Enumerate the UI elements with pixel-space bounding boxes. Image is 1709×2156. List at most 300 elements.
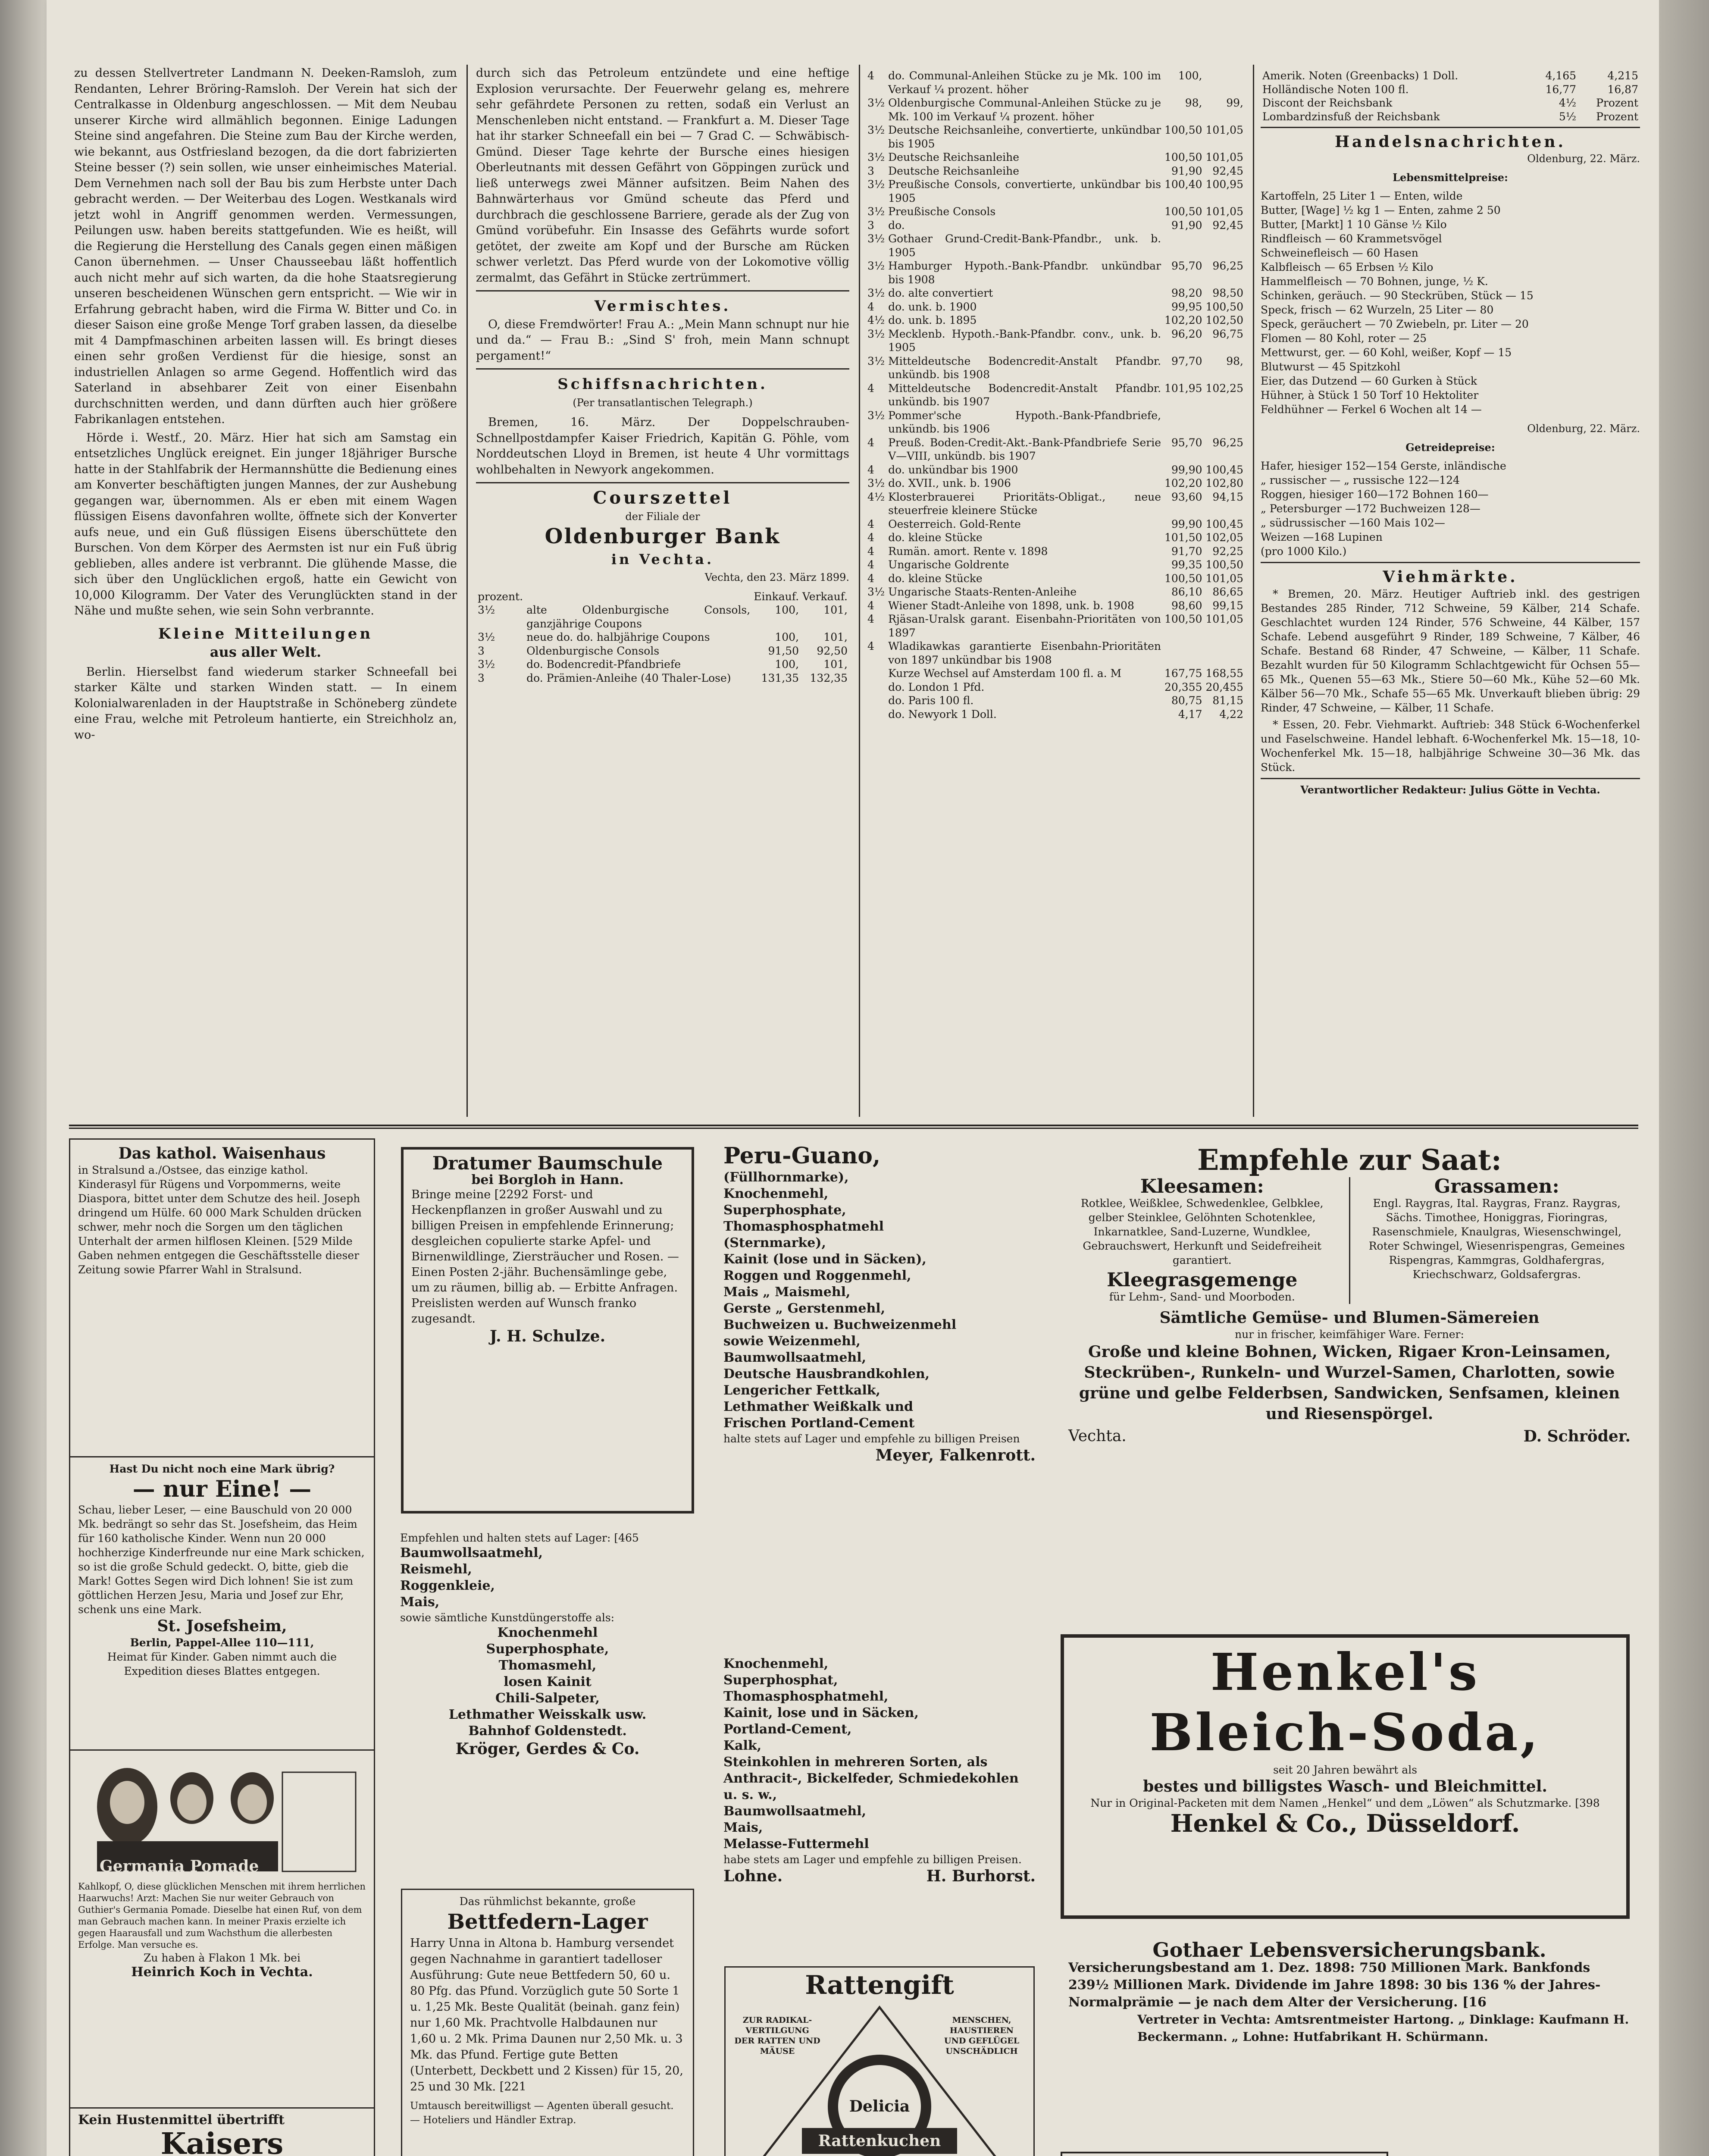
lebensmittel-price-line: Mettwurst, ger. — 60 Kohl, weißer, Kopf — 15 (1261, 346, 1512, 359)
sell-price-cell (1204, 232, 1245, 259)
security-row (866, 409, 1245, 436)
gotha-title: Gothaer Lebensversicherungsbank. (1152, 1938, 1546, 1962)
getreide-price-line: Roggen, hiesiger 160—172 Bohnen 160— (1261, 488, 1489, 501)
news-berlin-report: Berlin. Hierselbst fand wiederum starker Schneefall bei starker Kälte und starken Winden statt. — In einem Kolonialwarenladen in der Hauptstraße in Schöneberg zündete eine Frau, welche mit Petroleum hantierte, ein Streichholz an, wo- (74, 665, 457, 742)
josefsheim-title: St. Josefsheim, (157, 1617, 287, 1635)
buy-price-cell: 102,20 (1164, 314, 1202, 326)
buy-price-cell: 91,70 (1171, 545, 1202, 558)
kroeger-product-list (400, 1545, 695, 1611)
buy-price-cell: 101,95 (1164, 382, 1202, 395)
peru-product: Kainit (lose und in Säcken), (723, 1252, 926, 1267)
rate-cell: 4 (867, 517, 874, 530)
securities-table (866, 69, 1245, 721)
sell-price-cell: 100,50 (1205, 558, 1243, 571)
ad-bettfedern-lager (401, 1889, 694, 2156)
column-rule (1253, 65, 1254, 1117)
rate-cell: 3½ (867, 409, 885, 422)
column-rule (859, 65, 860, 1117)
security-row (866, 531, 1245, 545)
rate-cell (866, 667, 886, 680)
baumschule-text: Bringe meine [2292 Forst- und Heckenpflanzen in großer Auswahl und zu billigen Preisen in empfehlende Erinnerung; desgleichen copulierte starke Apfel- und Birnenwildlinge, Ziersträucher und Rosen. — Einen Posten 2-jähr. Buchensämlinge gebe, um zu räumen, billig ab. — Erbitte Anfragen. Preislisten werden auf Wunsch franko zugesandt. (411, 1188, 679, 1326)
burhorst-product: Knochenmehl, (723, 1656, 829, 1671)
news-explosion-report: durch sich das Petroleum entzündete und eine heftige Explosion verursachte. Der Feuerwehr gelang es, mehrere sehr gefährdete Personen zu retten, sodaß ein Verlust an Menschenleben nicht entstand. — Frankfurt a. M. Dieser Tage hat ihr starker Schneefall ein bei — 7 Grad C. — Schwäbisch-Gmünd. Dieser Tage kehrte der Bursche eines hiesigen Oberleutnants mit dessen Gefährt von Göppingen zurück und ließ unterwegs zwei Männer aufsitzen. Beim Nahen des Bahnwärterhaus vor Gmünd scheute das Pferd und durchbrach die geschlossene Barriere, gerade als der Zug von Gmünd vorübefuhr. Ein Insasse des Gefährts wurde sofort getötet, der zweite am Kopf und der Bursche am Rücken schwer verletzt. Das Pferd wurde von der Lokomotive völlig zermalmt, das Gefährt in Stücke zertrümmert. (476, 66, 849, 285)
buy-price-cell: 100, (775, 631, 799, 643)
note-name-cell: Discont der Reichsbank (1262, 97, 1393, 109)
rate-cell: 3½ (867, 260, 885, 272)
rate-cell: 3 (867, 164, 874, 177)
lebensmittel-price-line: Schweinefleisch — 60 Hasen (1261, 247, 1418, 259)
saat-place: Vechta. (1068, 1427, 1127, 1445)
buy-price-cell: 99,95 (1171, 300, 1202, 313)
buy-price-cell: 80,75 (1171, 694, 1202, 707)
security-name-cell: do. London 1 Pfd. (888, 680, 985, 693)
note-name-cell: Amerik. Noten (Greenbacks) 1 Doll. (1262, 69, 1459, 82)
rate-cell: 3½ (478, 658, 495, 671)
security-row (866, 259, 1245, 286)
trade-column (1261, 69, 1640, 1117)
security-row (866, 286, 1245, 300)
lebensmittel-price-line: Speck, frisch — 62 Wurzeln, 25 Liter — 80 (1261, 304, 1494, 316)
divider (1261, 127, 1640, 128)
lebensmittel-list (1261, 189, 1640, 417)
sell-price-cell: 81,15 (1212, 694, 1243, 707)
kurszettel-row (476, 630, 849, 644)
ad-henkel-bleich-soda (1061, 1634, 1630, 1919)
security-row (866, 300, 1245, 314)
peru-product: Gerste „ Gerstenmehl, (723, 1301, 886, 1316)
peru-product: sowie Weizenmehl, (723, 1334, 861, 1349)
gemuese-title: Sämtliche Gemüse- und Blumen-Sämereien (1159, 1309, 1540, 1327)
kurszettel-row (476, 671, 849, 685)
henkel-title: Henkel's (1210, 1642, 1480, 1702)
sell-price-cell: 94,15 (1212, 490, 1243, 503)
security-name-cell: Deutsche Reichsanleihe, convertierte, unkündbar bis 1905 (888, 124, 1161, 150)
peru-product: Lethmather Weißkalk und (723, 1399, 914, 1414)
rate-cell: 4 (867, 640, 874, 652)
rate-cell: 4½ (867, 490, 885, 503)
sell-price-cell (1204, 639, 1245, 667)
lebensmittel-price-line: Blutwurst — 45 Spitzkohl (1261, 360, 1401, 373)
peru-product: Mais „ Maismehl, (723, 1285, 851, 1300)
bett-intro: Das rühmlichst bekannte, große (459, 1895, 636, 1908)
security-row (866, 639, 1245, 667)
burhorst-product: Kainit, lose und in Säcken, (723, 1705, 919, 1720)
kurszettel-row (476, 658, 849, 671)
sell-price-cell (1204, 69, 1245, 96)
getreide-list (1261, 459, 1640, 558)
finance-column (866, 69, 1245, 1117)
lebensmittel-price-line: Hammelfleisch — 70 Bohnen, junge, ½ K. (1261, 275, 1488, 288)
lebensmittel-price-line: Kalbfleisch — 65 Erbsen ½ Kilo (1261, 261, 1434, 273)
ad-dratumer-baumschule (401, 1147, 694, 1514)
news-hoerde-report: Hörde i. Westf., 20. März. Hier hat sich am Samstag ein entsetzliches Unglück ereignet. Ein junger 18jähriger Bursche hatte in der Stahlfabrik der Hermannshütte die Bedienung eines am Konverter beschäftigten jungen Mannes, der zur Aushebung gegangen war, übernommen. Als er eben mit einem Wagen flüssigen Eisens davonfahren wollte, öffnete sich der Konverter aufs neue, und ein Guß flüssigen Eisens überschüttete den Burschen. Von dem Körper des Aermsten ist nur ein Fuß übrig geblieben, alles andere ist verbrannt. Die glühende Masse, die sich über den Unglücklichen ergoß, hatte ein Gewicht von 10,000 Kilogramm. Der Vater des Verunglückten stand in der Nähe und mußte sehen, wie sein Sohn verbrannte. (74, 431, 457, 617)
security-row (866, 123, 1245, 150)
burhorst-product: Thomasphosphatmehl, (723, 1689, 889, 1704)
sell-price-cell: Prozent (1596, 110, 1638, 123)
rate-cell: 3½ (867, 477, 885, 489)
kroeger-product: Roggenkleie, (400, 1578, 495, 1593)
kroeger-intro: Empfehlen und halten stets auf Lager: [465 (400, 1532, 639, 1544)
lebensmittel-price-line: Schinken, geräuch. — 90 Steckrüben, Stück — 15 (1261, 289, 1534, 302)
binding-edge-left (0, 0, 47, 2156)
sell-price-cell: 102,05 (1205, 531, 1243, 544)
peru-product: Lengericher Fettkalk, (723, 1383, 880, 1398)
ad-josefsheim (69, 1457, 375, 1751)
rate-cell: 4½ (867, 314, 885, 326)
security-name-cell: Pommer'sche Hypoth.-Bank-Pfandbriefe, unkündb. bis 1906 (888, 409, 1161, 435)
lebensmittel-price-line: Hühner, à Stück 1 50 Torf 10 Hektoliter (1261, 389, 1479, 401)
security-name-cell: do. Newyork 1 Doll. (888, 708, 997, 721)
buy-price-cell: 97,70 (1171, 354, 1202, 367)
getreide-title: Getreidepreise: (1405, 441, 1495, 454)
ad-saat-schroeder (1061, 1138, 1638, 1617)
security-name-cell: Ungarische Staats-Renten-Anleihe (888, 586, 1077, 598)
note-name-cell: Holländische Noten 100 fl. (1262, 83, 1409, 96)
security-name-cell: Mitteldeutsche Bodencredit-Anstalt Pfandbr. unkündb. bis 1907 (888, 382, 1161, 408)
section-schiffsnachrichten: Schiffsnachrichten. (557, 376, 768, 393)
peru-product: Superphosphate, (723, 1203, 846, 1218)
security-name-cell: do. Bodencredit-Pfandbriefe (526, 658, 681, 671)
sell-price-cell: 101,05 (1205, 124, 1243, 136)
kurszettel-subtitle: der Filiale der (625, 510, 700, 523)
ratten-right-text: MENSCHEN, HAUSTIEREN UND GEFLÜGEL UNSCHÄDLICH (944, 2015, 1020, 2056)
kurszettel-date: Vechta, den 23. März 1899. (704, 571, 849, 583)
security-name-cell: do. kleine Stücke (888, 572, 983, 585)
rate-cell: 3½ (867, 205, 885, 218)
kurszettel-bank-name: Oldenburger Bank (545, 524, 781, 548)
sell-price-cell: 86,65 (1212, 586, 1243, 598)
ratten-brand: Delicia (849, 2097, 910, 2115)
grassamen-list: Engl. Raygras, Ital. Raygras, Franz. Raygras, Sächs. Timothee, Honiggras, Fioringras, Rasenschmiele, Knaulgras, Wiesenschwingel, Roter Schwingel, Wiesenrispengras, Gemeines Rispengras, Kammgras, Goldhafergras, Kriechschwarz, Goldsafergras. (1368, 1197, 1625, 1281)
ad-burhorst (716, 1651, 1043, 1953)
saat-seller: D. Schröder. (1523, 1427, 1631, 1445)
kroeger-fertilizer: losen Kainit (504, 1674, 592, 1689)
peru-product: Roggen und Roggenmehl, (723, 1268, 911, 1283)
security-row (866, 667, 1245, 680)
rate-cell: 3½ (867, 151, 885, 163)
rate-cell: 3½ (867, 287, 885, 299)
schiff-text: Bremen, 16. März. Der Doppelschrauben-Schnellpostdampfer Kaiser Friedrich, Kapitän G. Pöhle, vom Norddeutschen Lloyd in Bremen, ist heute 4 Uhr vormittags wohlbehalten in Newyork angekommen. (476, 416, 849, 476)
security-row (866, 680, 1245, 694)
section-handelsnachrichten: Handelsnachrichten. (1334, 133, 1566, 151)
rate-cell: 4 (867, 436, 874, 449)
buy-price-cell: 20,355 (1164, 680, 1202, 693)
saat-title: Empfehle zur Saat: (1197, 1143, 1502, 1177)
kroeger-product: Reismehl, (400, 1562, 472, 1577)
buy-price-cell: 100,50 (1164, 613, 1202, 625)
security-row (866, 545, 1245, 558)
mark-text: Schau, lieber Leser, — eine Bauschuld von 20 000 Mk. bedrängt so sehr das St. Josefsheim, das Heim für 160 katholische Kinder. Wenn nun 20 000 hochherzige Kinderfreunde nur eine Mark schicken, so ist die große Schuld gedeckt. O, bitte, gieb die Mark! Gottes Segen wird Dich lohnen! Sie ist zum göttlichen Herzen Jesu, Maria und Josef zur Ehr, schenk uns eine Mark. (78, 1504, 365, 1616)
security-row (866, 708, 1245, 721)
kroeger-mid: sowie sämtliche Kunstdüngerstoffe als: (400, 1611, 615, 1624)
bett-footer: Umtausch bereitwilligst — Agenten überall gesucht. — Hoteliers und Händler Extrap. (410, 2100, 674, 2126)
kroeger-fertilizer: Thomasmehl, (498, 1658, 597, 1673)
security-row (866, 382, 1245, 409)
peru-title: Peru-Guano, (723, 1143, 881, 1169)
security-name-cell: do. kleine Stücke (888, 531, 983, 544)
security-name-cell: Ungarische Goldrente (888, 558, 1009, 571)
buy-price-cell: 100,50 (1164, 572, 1202, 585)
security-row (866, 612, 1245, 639)
security-name-cell: do. unkündbar bis 1900 (888, 463, 1018, 476)
security-row (866, 205, 1245, 219)
rate-cell: 3½ (867, 97, 885, 109)
lebensmittel-title: Lebensmittelpreise: (1393, 171, 1508, 184)
sell-price-cell: 101, (823, 631, 848, 643)
rate-cell: 4 (867, 463, 874, 476)
buy-price-cell: 100,50 (1164, 151, 1202, 163)
section-vermischtes: Vermischtes. (594, 298, 731, 315)
security-name-cell: Wiener Stadt-Anleihe von 1898, unk. b. 1908 (888, 599, 1134, 612)
peru-product-list (723, 1169, 1036, 1432)
kurszettel-place: in Vechta. (611, 551, 714, 567)
sell-price-cell: 101, (823, 658, 848, 671)
buy-price-cell: 4,165 (1545, 69, 1577, 82)
lebensmittel-price-line: Feldhühner — Ferkel 6 Wochen alt 14 — (1261, 403, 1482, 416)
burhorst-product: Superphosphat, (723, 1673, 838, 1688)
gemuese-list: Große und kleine Bohnen, Wicken, Rigaer Kron-Leinsamen, Steckrüben-, Runkeln- und Wurzel-Samen, Charlotten, sowie grüne und gelbe Felderbsen, Sandwicken, Senfsamen, kleinen und Riesenspörgel. (1079, 1343, 1620, 1423)
security-name-cell: Mecklenb. Hypoth.-Bank-Pfandbr. conv., unk. b. 1905 (888, 327, 1161, 354)
security-name-cell: Mitteldeutsche Bodencredit-Anstalt Pfandbr. unkündb. bis 1908 (888, 354, 1161, 381)
grassamen-title: Grassamen: (1434, 1175, 1559, 1197)
rate-cell: 3½ (867, 178, 885, 191)
security-name-cell: do. unk. b. 1900 (888, 300, 977, 313)
buy-price-cell: 93,60 (1171, 490, 1202, 503)
josefsheim-address: Berlin, Pappel-Allee 110—111, (130, 1636, 314, 1649)
buy-price-cell: 100, (775, 658, 799, 671)
buy-price-cell: 96,20 (1171, 327, 1202, 340)
lebensmittel-price-line: Butter, [Wage] ½ kg 1 — Enten, zahme 2 50 (1261, 204, 1501, 216)
buy-price-cell: 99,35 (1171, 558, 1202, 571)
sell-price-cell: 20,455 (1205, 680, 1243, 693)
buy-price-cell: 98, (1185, 97, 1202, 109)
sell-price-cell: 100,45 (1205, 517, 1243, 530)
getreide-price-line: Hafer, hiesiger 152—154 Gerste, inländische (1261, 460, 1506, 472)
buy-price-cell: 86,10 (1171, 586, 1202, 598)
buy-price-cell (1163, 409, 1204, 436)
security-name-cell: do. alte convertiert (888, 287, 993, 299)
kurszettel-header-row (476, 590, 849, 604)
banknote-row (1261, 110, 1640, 124)
lebensmittel-price-line: Flomen — 80 Kohl, roter — 25 (1261, 332, 1427, 345)
bett-text: Harry Unna in Altona b. Hamburg versendet gegen Nachnahme in garantiert tadelloser Ausführung: Gute neue Bettfedern 50, 60 u. 80 Pfg. das Pfund. Vorzüglich gute 50 Sorte 1 u. 1,25 Mk. Beste Qualität (beinah. ganz fein) nur 1,60 Mk. Prachtvolle Halbdaunen nur 1,60 u. 2 Mk. Prima Daunen nur 2,50 Mk. u. 3 Mk. das Pfund. Fertige gute Betten (Unterbett, Deckbett und 2 Kissen) für 15, 20, 25 und 30 Mk. [221 (410, 1937, 683, 2093)
banknote-row (1261, 96, 1640, 110)
sell-price-cell: 101,05 (1205, 613, 1243, 625)
burhorst-product: Baumwollsaatmehl, (723, 1804, 867, 1819)
header-sell: Verkauf. (802, 590, 848, 603)
sell-price-cell: 102,80 (1205, 477, 1243, 489)
divider (476, 368, 849, 370)
security-name-cell: alte Oldenburgische Consols, ganzjährige Coupons (526, 604, 751, 630)
buy-price-cell: 16,77 (1545, 83, 1577, 96)
burhorst-product: Melasse-Futtermehl (723, 1836, 869, 1852)
getreide-price-line: „ südrussischer —160 Mais 102— (1261, 517, 1445, 529)
security-name-cell: Preuß. Boden-Credit-Akt.-Bank-Pfandbriefe Serie V—VIII, unkündb. bis 1907 (888, 436, 1161, 462)
rate-cell: 4 (867, 300, 874, 313)
rate-cell: 4 (867, 599, 874, 612)
sell-price-cell: Prozent (1596, 97, 1638, 109)
security-row (866, 69, 1245, 96)
security-row (866, 436, 1245, 463)
security-name-cell: do. XVII., unk. b. 1906 (888, 477, 1011, 489)
editor-line: Verantwortlicher Redakteur: Julius Götte in Vechta. (1300, 783, 1600, 796)
ad-waisenhaus (69, 1138, 375, 1457)
note-name-cell: Lombardzinsfuß der Reichsbank (1262, 110, 1440, 123)
security-name-cell: do. Communal-Anleihen Stücke zu je Mk. 100 im Verkauf ¼ prozent. höher (888, 69, 1161, 96)
security-row (866, 558, 1245, 572)
buy-price-cell: 4,17 (1178, 708, 1202, 721)
sell-price-cell: 92,50 (817, 644, 848, 657)
ad-gothaer-versicherung (1061, 1936, 1638, 2139)
sell-price-cell: 96,25 (1212, 436, 1243, 449)
peru-product: Baumwollsaatmehl, (723, 1350, 867, 1365)
sell-price-cell: 4,215 (1607, 69, 1638, 82)
security-row (866, 599, 1245, 613)
divider (1261, 562, 1640, 563)
kurszettel-row (476, 644, 849, 658)
security-row (866, 313, 1245, 327)
burhorst-product: Mais, (723, 1820, 763, 1835)
pomade-brand: Germania Pomade (100, 1857, 259, 1875)
henkel-title-2: Bleich-Soda, (1149, 1702, 1541, 1762)
security-row (866, 327, 1245, 354)
divider (476, 290, 849, 291)
gemuese-subtitle: nur in frischer, keimfähiger Ware. Ferner: (1235, 1328, 1464, 1341)
ad-kroeger-gerdes (392, 1526, 703, 1867)
security-row (866, 490, 1245, 517)
banknotes-table (1261, 69, 1640, 123)
pomade-seller: Heinrich Koch in Vechta. (131, 1965, 313, 1980)
buy-price-cell: 99,90 (1171, 463, 1202, 476)
viehmarkt-essen: * Essen, 20. Febr. Viehmarkt. Auftrieb: 348 Stück 6-Wochenferkel und Faselschweine. Handel lebhaft. 6-Wochenferkel Mk. 15—18, 10-Wochenferkel Mk. 15—18, halbjährige Schweine 30—36 Mk. das Stück. (1261, 718, 1640, 774)
sell-price-cell: 132,35 (810, 671, 848, 684)
buy-price-cell: 100, (775, 604, 799, 616)
rate-cell: 3 (478, 671, 485, 684)
buy-price-cell: 4½ (1559, 97, 1577, 109)
rate-cell: 4 (867, 69, 874, 82)
henkel-note: Nur in Original-Packeten mit dem Namen „Henkel“ und dem „Löwen“ als Schutzmarke. [398 (1090, 1797, 1600, 1809)
kurszettel-title: Courszettel (593, 488, 732, 508)
section-kleine-mitteilungen: Kleine Mitteilungen (158, 625, 373, 642)
header-percent: prozent. (478, 590, 523, 603)
kroeger-fertilizer: Lethmather Weisskalk usw. (448, 1707, 647, 1722)
buy-price-cell: 100,50 (1164, 205, 1202, 218)
ratten-title: Rattengift (805, 1970, 954, 2000)
column-rule (466, 65, 468, 1117)
kroeger-product: Baumwollsaatmehl, (400, 1545, 543, 1561)
sell-price-cell: 168,55 (1205, 667, 1243, 680)
kleegras-subtitle: für Lehm-, Sand- und Moorboden. (1109, 1291, 1295, 1303)
ad-rattengift (724, 1966, 1035, 2156)
sell-price-cell: 16,87 (1607, 83, 1638, 96)
security-row (866, 150, 1245, 164)
buy-price-cell: 99,90 (1171, 517, 1202, 530)
buy-price-cell: 5½ (1559, 110, 1577, 123)
rate-cell (866, 708, 886, 721)
security-row (866, 476, 1245, 490)
sell-price-cell: 96,25 (1212, 260, 1243, 272)
security-name-cell: Klosterbrauerei Prioritäts-Obligat., neue steuerfreie kleinere Stücke (888, 490, 1161, 517)
divider (476, 482, 849, 483)
sell-price-cell: 99,15 (1212, 599, 1243, 612)
gotha-text: Versicherungsbestand am 1. Dez. 1898: 750 Millionen Mark. Bankfonds 239½ Millionen Mark. Dividende im Jahre 1898: 30 bis 136 % der Jahres-Normalprämie — je nach dem Alter der Versicherung. [16 (1068, 1960, 1601, 2010)
ad-germania-pomade (69, 1751, 375, 2109)
security-row (866, 219, 1245, 232)
burhorst-product: Kalk, (723, 1738, 762, 1753)
pomade-availability: Zu haben à Flakon 1 Mk. bei (144, 1952, 300, 1964)
buy-price-cell (1163, 639, 1204, 667)
security-name-cell: Rumän. amort. Rente v. 1898 (888, 545, 1048, 558)
section-double-rule (69, 1125, 1638, 1129)
burhorst-product-list (723, 1656, 1036, 1852)
sell-price-cell: 101,05 (1205, 572, 1243, 585)
sell-price-cell: 101,05 (1205, 151, 1243, 163)
henkel-company: Henkel & Co., Düsseldorf. (1170, 1809, 1520, 1838)
security-name-cell: Preußische Consols (888, 205, 996, 218)
security-name-cell: do. unk. b. 1895 (888, 314, 977, 326)
peru-product: Buchweizen u. Buchweizenmehl (723, 1317, 957, 1332)
peru-product: (Füllhornmarke), (723, 1170, 849, 1185)
waisenhaus-text: in Stralsund a./Ostsee, das einzige kathol. Kinderasyl für Rügens und Vorpommerns, weite Diaspora, bittet unter dem Schutze des heil. Joseph dringend um Hülfe. 60 000 Mark Schulden drücken schwer, mehr noch die Sorgen um den täglichen Unterhalt der armen hilflosen Kleinen. [529 Milde Gaben nehmen entgegen die Geschäftsstelle dieser Zeitung sowie Pfarrer Wahl in Stralsund. (78, 1164, 362, 1276)
security-row (866, 178, 1245, 205)
security-row (866, 517, 1245, 531)
security-row (866, 96, 1245, 123)
security-name-cell: Gothaer Grund-Credit-Bank-Pfandbr., unk. b. 1905 (888, 232, 1161, 259)
security-row (866, 463, 1245, 477)
sell-price-cell: 102,25 (1205, 382, 1243, 395)
sell-price-cell: 102,50 (1205, 314, 1243, 326)
peru-product: Knochenmehl, (723, 1186, 829, 1201)
sell-price-cell: 4,22 (1219, 708, 1243, 721)
sell-price-cell: 101, (823, 604, 848, 616)
peru-product: Thomasphosphatmehl (723, 1219, 884, 1234)
baumschule-title: Dratumer Baumschule (432, 1153, 663, 1174)
kleesamen-title: Kleesamen: (1140, 1175, 1264, 1197)
sell-price-cell: 96,75 (1212, 327, 1243, 340)
buy-price-cell: 91,90 (1171, 219, 1202, 232)
viehmarkt-bremen: * Bremen, 20. März. Heutiger Auftrieb inkl. des gestrigen Bestandes 285 Rinder, 712 Schweine, 59 Kälber, 214 Schafe. Geschlachtet wurden 124 Rinder, 576 Schweine, 44 Kälber, 157 Schafe. Lebend ausgeführt 9 Rinder, 189 Schweine, 7 Kälber, 46 Schafe. Bestand 68 Rinder, 47 Schweine, — Kälber, 11 Schafe. Bezahlt wurden für 50 Kilogramm Schlachtgewicht für Ochsen 55—65 Mk., Quenen 55—63 Mk., Stiere 50—60 Mk., Kühe 52—60 Mk. Kälber 56—70 Mk., Schafe 55—65 Mk. Unverkauft blieben übrig: 29 Rinder, 47 Schweine, — Kälber, 11 Schafe. (1261, 588, 1640, 714)
sell-price-cell: 92,25 (1212, 545, 1243, 558)
lebensmittel-price-line: Eier, das Dutzend — 60 Gurken à Stück (1261, 375, 1477, 387)
buy-price-cell: 91,90 (1171, 164, 1202, 177)
rate-cell: 4 (867, 558, 874, 571)
burhorst-product: Steinkohlen in mehreren Sorten, als Anthracit-, Bickelfeder, Schmiedekohlen u. s. w., (723, 1755, 1019, 1802)
ad-kaisers-caramellen (69, 2109, 375, 2156)
peru-seller: Meyer, Falkenrott. (875, 1446, 1036, 1464)
kroeger-name: Kröger, Gerdes & Co. (455, 1740, 640, 1758)
rate-cell: 4 (867, 382, 874, 395)
buy-price-cell: 100,50 (1164, 124, 1202, 136)
security-row (866, 572, 1245, 586)
rate-cell (866, 680, 886, 694)
buy-price-cell: 102,20 (1164, 477, 1202, 489)
peru-text: halte stets auf Lager und empfehle zu billigen Preisen (723, 1432, 1020, 1445)
buy-price-cell: 167,75 (1164, 667, 1202, 680)
henkel-subtitle: seit 20 Jahren bewährt als (1273, 1764, 1418, 1776)
security-row (866, 164, 1245, 178)
security-name-cell: Deutsche Reichsanleihe (888, 151, 1020, 163)
buy-price-cell: 98,60 (1171, 599, 1202, 612)
rate-cell: 3 (478, 644, 485, 657)
handel-place-date-2: Oldenburg, 22. März. (1527, 423, 1640, 435)
security-name-cell: do. Prämien-Anleihe (40 Thaler-Lose) (526, 671, 731, 684)
security-name-cell: Oldenburgische Communal-Anleihen Stücke zu je Mk. 100 im Verkauf ¼ prozent. höher (888, 97, 1161, 123)
peru-product: Frischen Portland-Cement (723, 1416, 915, 1431)
security-name-cell: Deutsche Reichsanleihe (888, 164, 1020, 177)
gotha-agents: Vertreter in Vechta: Amtsrentmeister Hartong. „ Dinklage: Kaufmann H. Beckermann. „ Lohne: Hutfabrikant H. Schürmann. (1137, 2012, 1629, 2044)
buy-price-cell: 91,50 (768, 644, 799, 657)
security-name-cell: do. (888, 219, 905, 232)
